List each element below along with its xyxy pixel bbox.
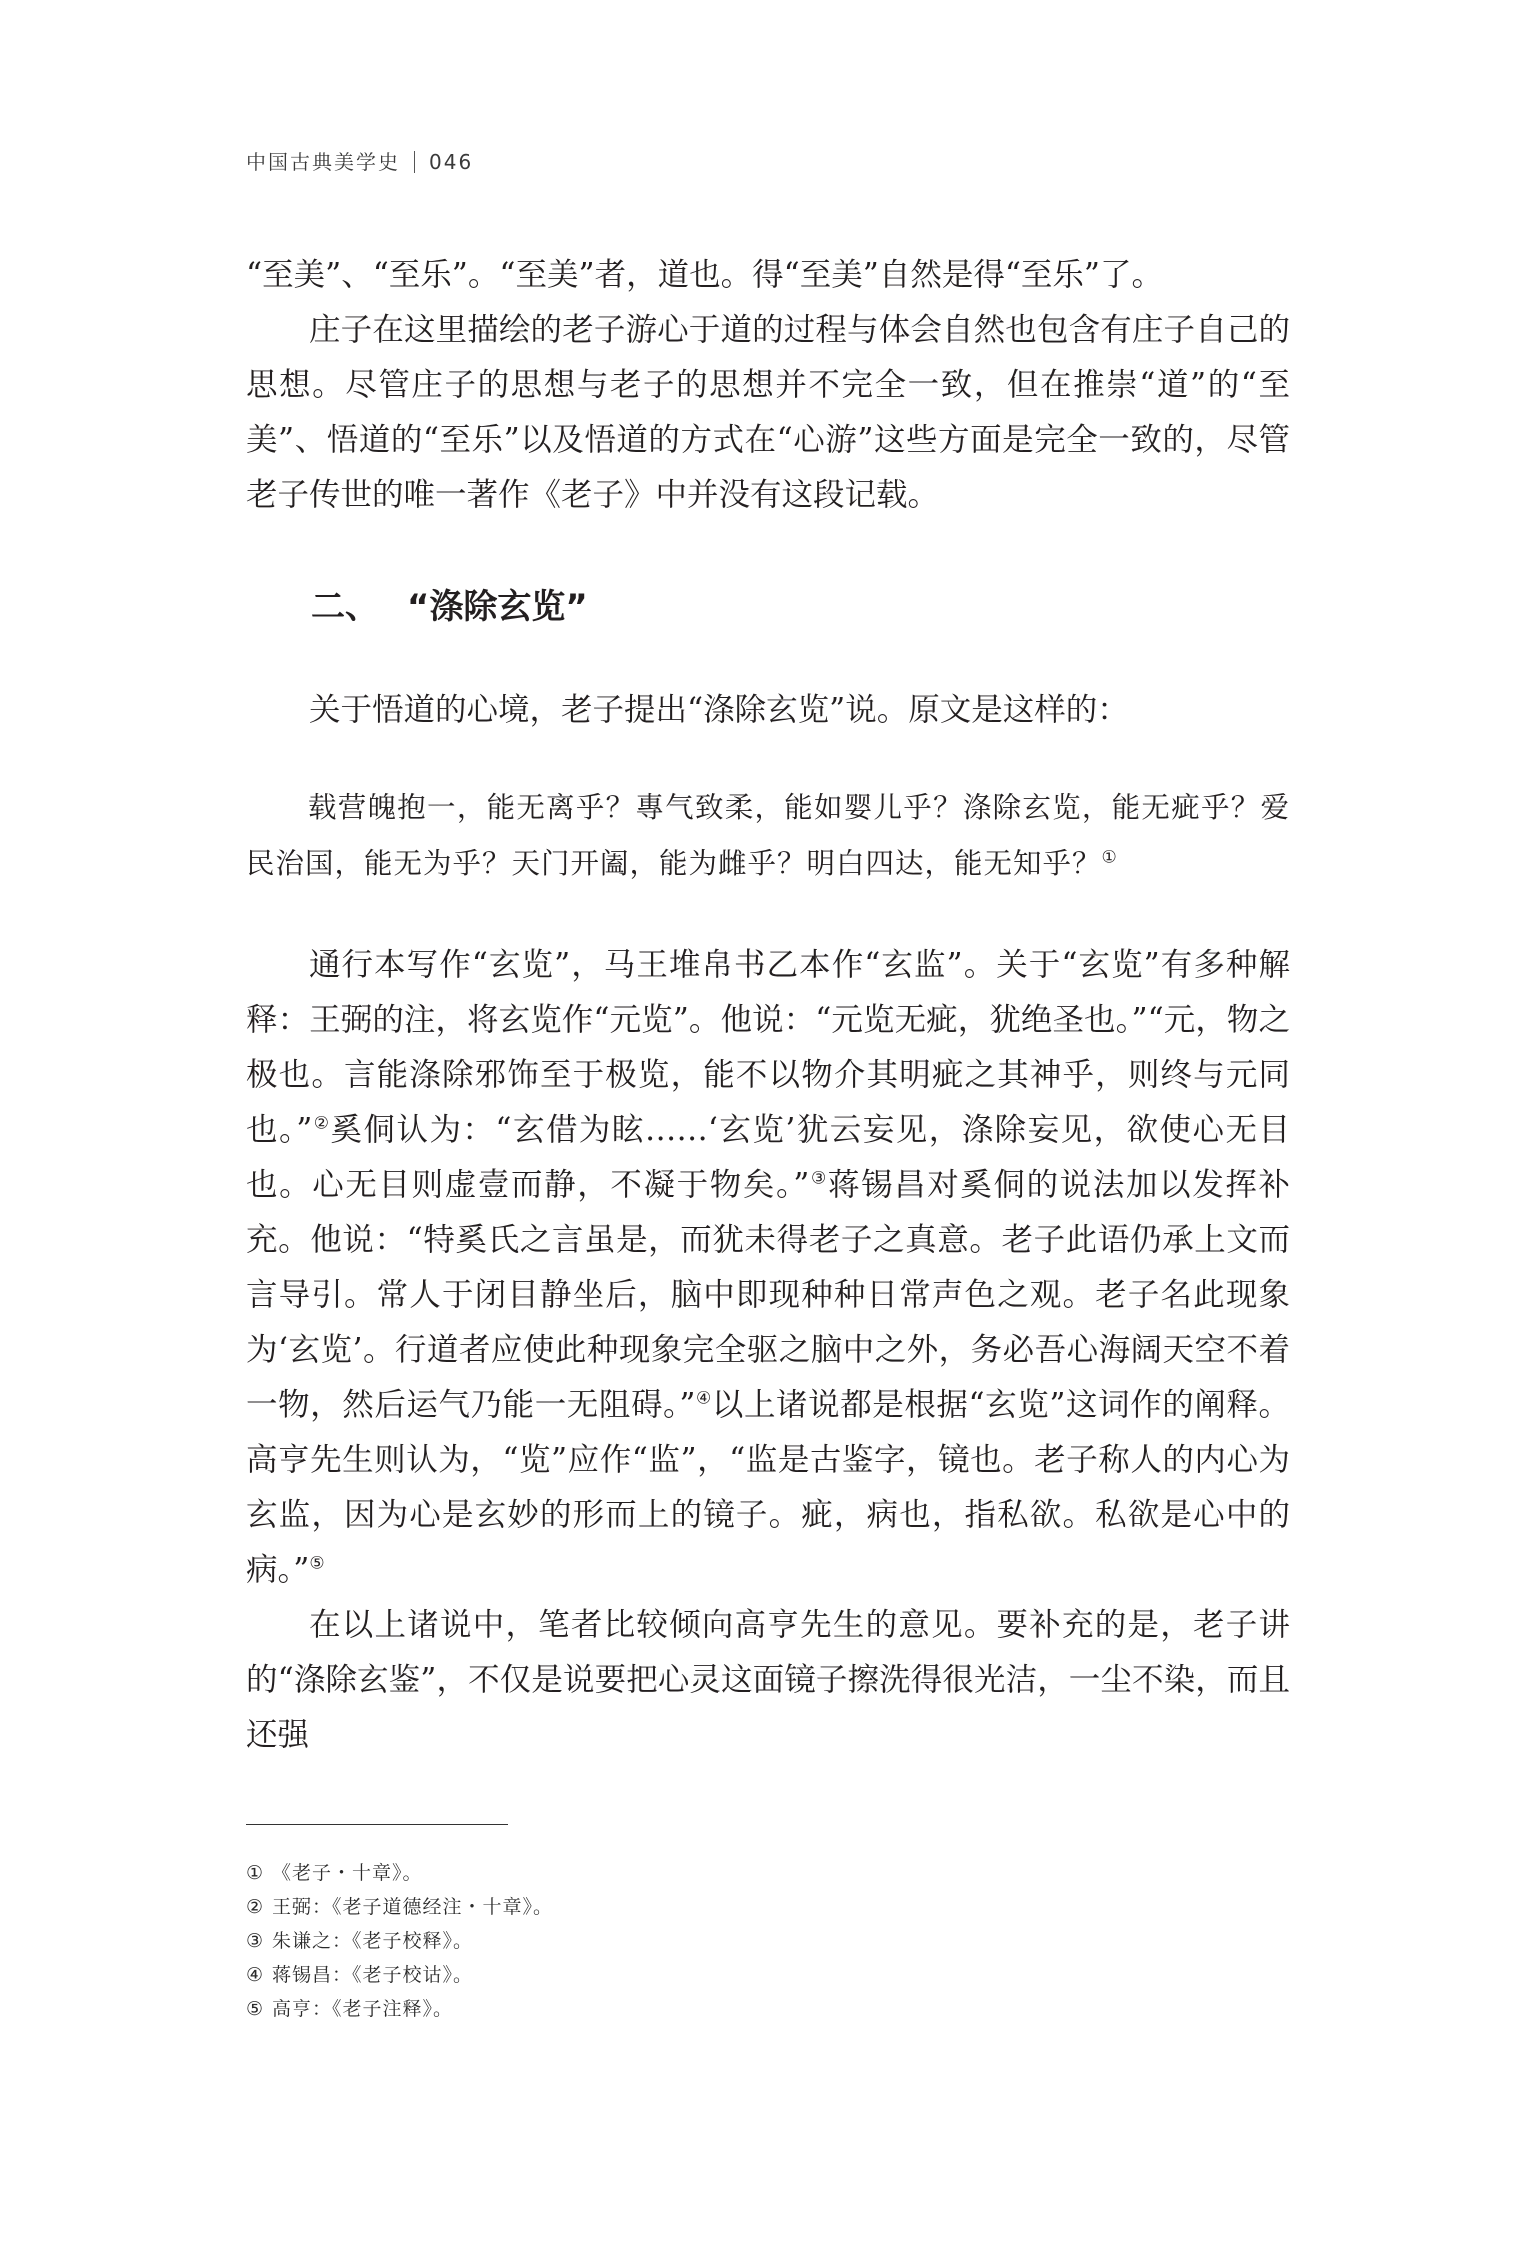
footnote-mark: ④ xyxy=(246,1964,265,1986)
section-heading xyxy=(311,579,1290,635)
paragraph-zhuangzi: 庄子在这里描绘的老子游心于道的过程与体会自然也包含有庄子自己的思想。尽管庄子的思想与老子的思想并不完全一致，但在推崇“道”的“至美”、悟道的“至乐”以及悟道的方式在“心游”这些方面是完全一致的，尽管老子传世的唯一著作《老子》中并没有这段记载。 xyxy=(246,312,1290,513)
quote-text: 载营魄抱一，能无离乎？專气致柔，能如婴儿乎？涤除玄览，能无疵乎？爱民治国，能无为乎？天门开阖，能为雌乎？明白四达，能无知乎？ xyxy=(246,791,1290,880)
paragraph-continuation: “至美”、“至乐”。“至美”者，道也。得“至美”自然是得“至乐”了。 xyxy=(246,257,1164,293)
footnote-text: 《老子・十章》。 xyxy=(272,1862,423,1884)
running-header xyxy=(246,146,473,175)
footnote-item xyxy=(246,1890,553,1924)
lead-paragraph: 关于悟道的心境，老子提出“涤除玄览”说。原文是这样的： xyxy=(309,692,1129,728)
footnote-mark: ② xyxy=(246,1896,265,1918)
page-number: 046 xyxy=(429,150,474,174)
interpretation-xitong: 奚侗认为：“玄借为眩……‘玄览’犹云妄见，涤除妄见，欲使心无目也。心无目则虚壹而静，不凝于物矣。” xyxy=(246,1112,1290,1203)
footnote-ref-1: ① xyxy=(1101,847,1118,868)
footnote-text: 高亨：《老子注释》。 xyxy=(272,1998,454,2020)
footnote-text: 王弼：《老子道德经注・十章》。 xyxy=(272,1896,554,1918)
section-number: 二、 xyxy=(311,587,379,627)
footnote-mark: ③ xyxy=(246,1930,265,1952)
footnote-item xyxy=(246,1958,553,1992)
footnote-ref-4: ④ xyxy=(695,1388,712,1409)
interpretation-wangbi: 通行本写作“玄览”，马王堆帛书乙本作“玄监”。关于“玄览”有多种解释：王弼的注，将玄览作“元览”。他说：“元览无疵，犹绝圣也。”“元，物之极也。言能涤除邪饰至于极览，能不以物介其明疵之其神乎，则终与元同也。” xyxy=(246,947,1290,1148)
footnote-item xyxy=(246,1856,553,1890)
footnote-item xyxy=(246,1992,553,2026)
paragraph-interpretations xyxy=(246,938,1290,1598)
interpretation-gaoheng: 以上诸说都是根据“玄览”这词作的阐释。高亨先生则认为，“览”应作“监”，“监是古鉴字，镜也。老子称人的内心为玄监，因为心是玄妙的形而上的镜子。疵，病也，指私欲。私欲是心中的病。” xyxy=(246,1387,1290,1588)
footnotes xyxy=(246,1856,553,2026)
header-divider xyxy=(414,151,415,173)
section-title: “涤除玄览” xyxy=(407,587,588,627)
main-text xyxy=(246,248,1290,1763)
footnote-divider xyxy=(246,1824,508,1825)
footnote-ref-2: ② xyxy=(312,1113,331,1134)
footnote-ref-5: ⑤ xyxy=(309,1553,325,1574)
footnote-text: 朱谦之：《老子校释》。 xyxy=(272,1930,474,1952)
book-title: 中国古典美学史 xyxy=(246,150,400,174)
interpretation-jiangxichang: 蒋锡昌对奚侗的说法加以发挥补充。他说：“特奚氏之言虽是，而犹未得老子之真意。老子此语仍承上文而言导引。常人于闭目静坐后，脑中即现种种日常声色之观。老子名此现象为‘玄览’。行道者应使此种现象完全驱之脑中之外，务必吾心海阔天空不着一物，然后运气乃能一无阻碍。” xyxy=(246,1167,1290,1423)
footnote-item xyxy=(246,1924,553,1958)
block-quote xyxy=(246,780,1290,892)
footnote-mark: ① xyxy=(246,1862,265,1884)
footnote-ref-3: ③ xyxy=(809,1168,828,1189)
footnote-text: 蒋锡昌：《老子校诂》。 xyxy=(272,1964,474,1986)
footnote-mark: ⑤ xyxy=(246,1998,265,2020)
paragraph-author-view: 在以上诸说中，笔者比较倾向高亨先生的意见。要补充的是，老子讲的“涤除玄鉴”，不仅是说要把心灵这面镜子擦洗得很光洁，一尘不染，而且还强 xyxy=(246,1607,1290,1753)
